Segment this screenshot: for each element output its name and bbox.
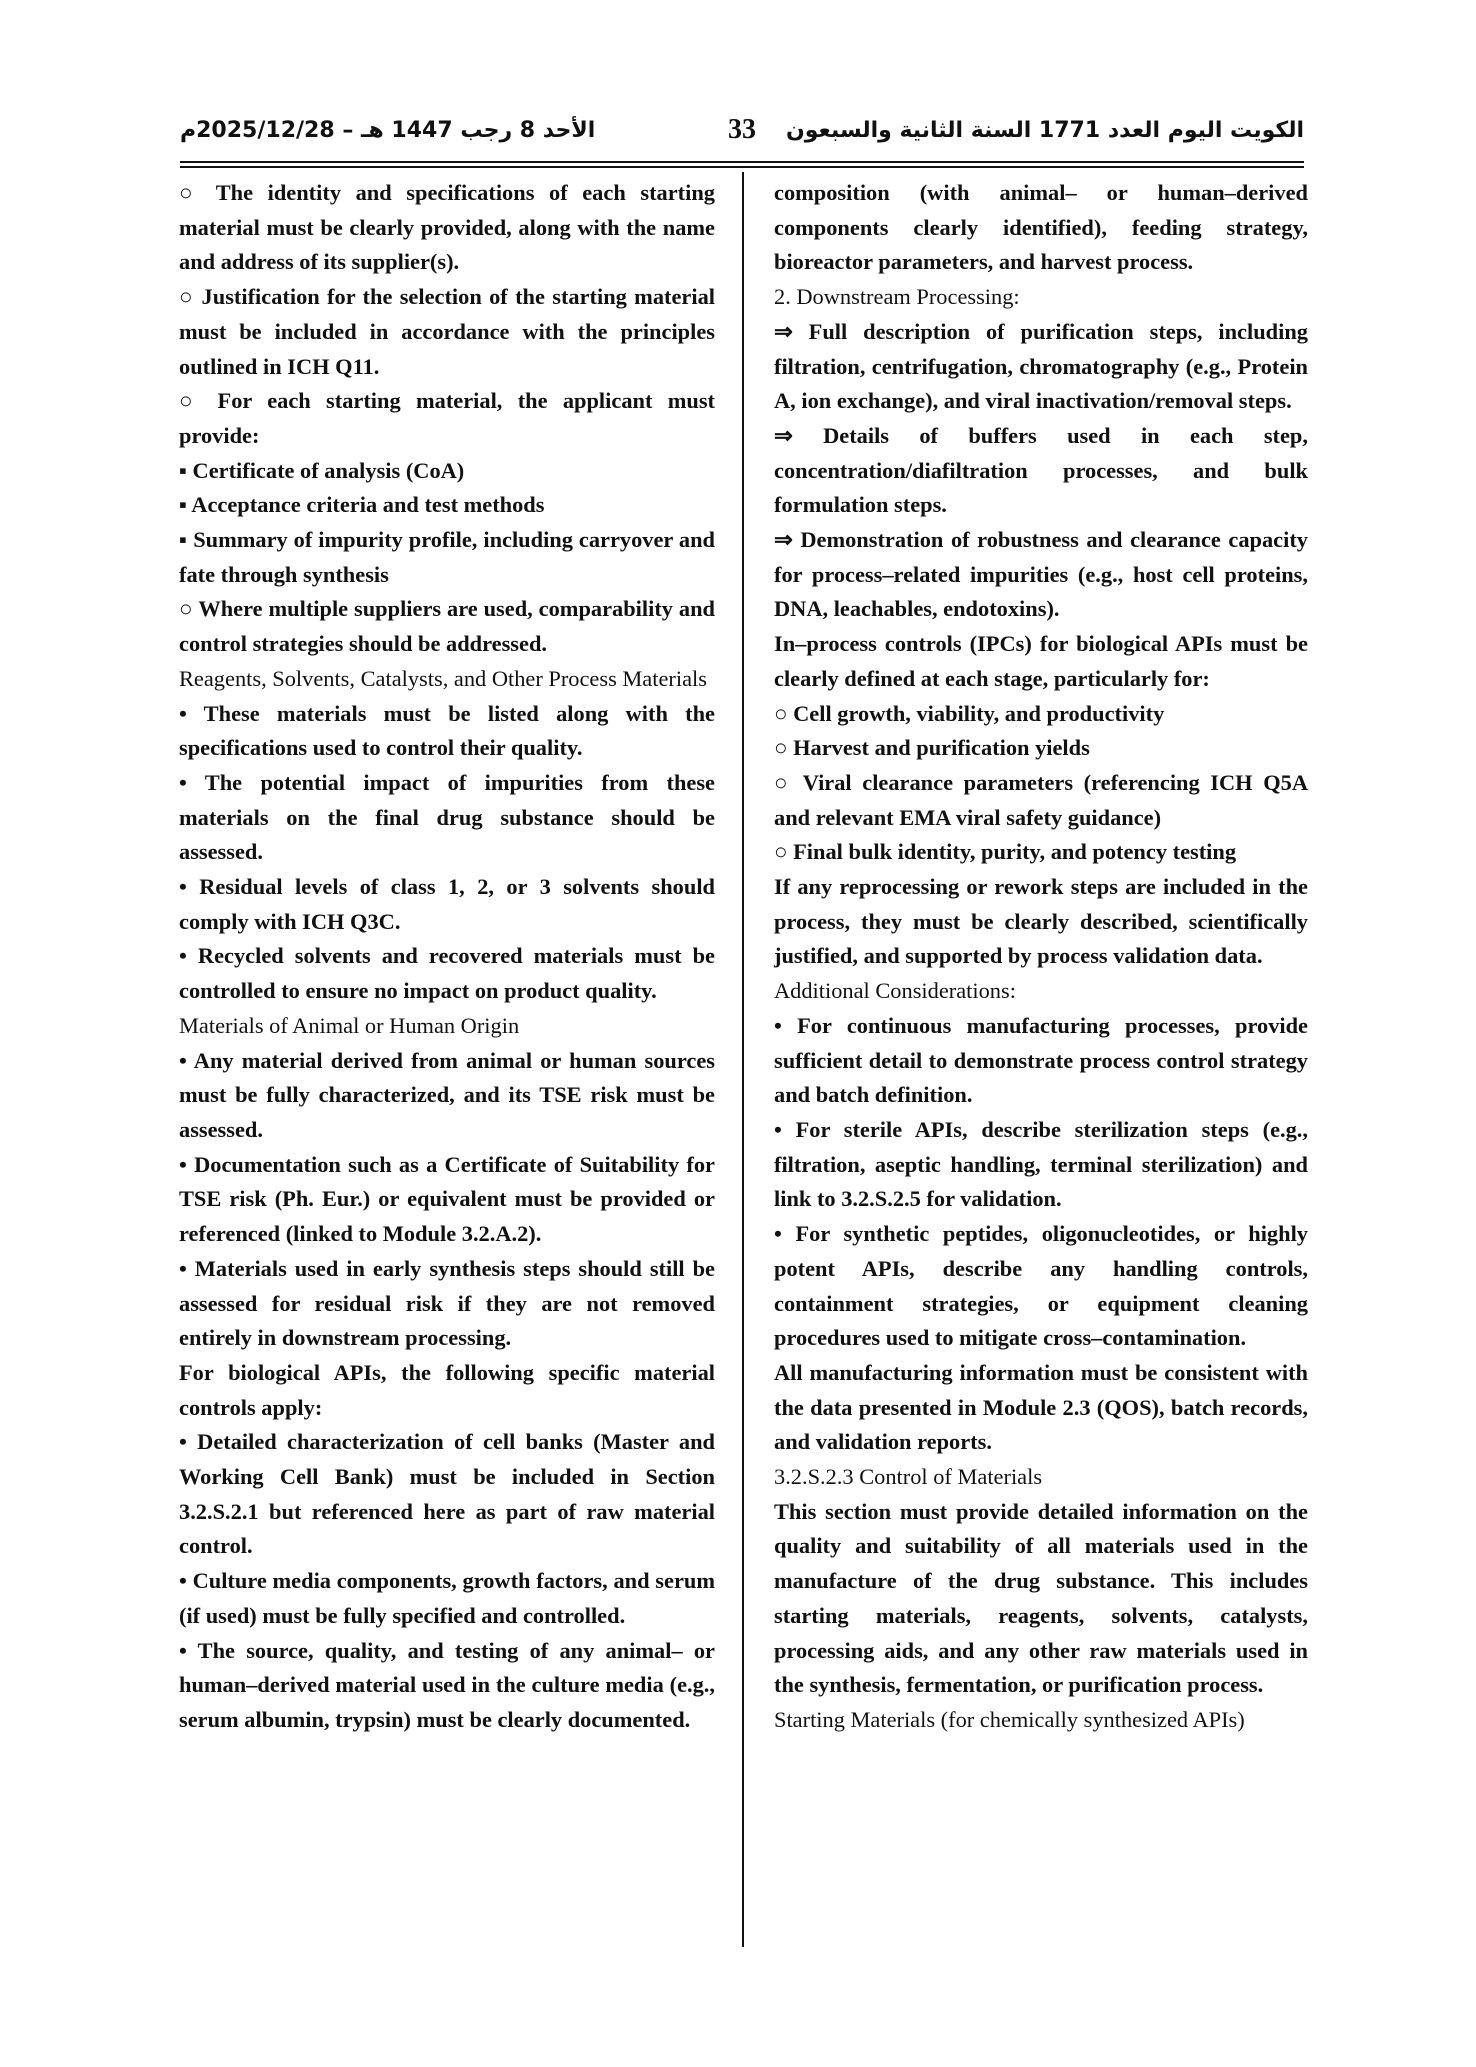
left-para-12: • Recycled solvents and recovered materials must be controlled to ensure no impact on product quality. <box>179 943 715 1004</box>
right-para-8: ○ Harvest and purification yields <box>774 735 1090 761</box>
left-heading-reagents: Reagents, Solvents, Catalysts, and Other Process Materials <box>179 665 707 691</box>
page-header <box>180 114 1304 158</box>
left-para-5: ▪ Acceptance criteria and test methods <box>179 492 545 518</box>
left-para-20: • The source, quality, and testing of any animal– or human–derived material used in the culture media (e.g., serum albumin, trypsin) must be clearly documented. <box>179 1637 715 1732</box>
left-para-15: • Documentation such as a Certificate of Suitability for TSE risk (Ph. Eur.) or equivalent must be provided or referenced (linked to Module 3.2.A.2). <box>179 1151 715 1247</box>
right-heading-control-materials: 3.2.S.2.3 Control of Materials <box>774 1464 1043 1490</box>
left-para-1: ○ The identity and specifications of each starting material must be clearly provided, along with the name and address of its supplier(s). <box>179 180 715 275</box>
column-divider <box>742 172 744 1947</box>
left-para-7: ○ Where multiple suppliers are used, comparability and control strategies should be addressed. <box>179 596 715 657</box>
right-para-6: In–process controls (IPCs) for biological APIs must be clearly defined at each stage, particularly for: <box>774 631 1308 691</box>
right-para-1: composition (with animal– or human–derived components clearly identified), feeding strategy, bioreactor parameters, and harvest process. <box>774 180 1308 275</box>
right-para-4: ⇒ Details of buffers used in each step, concentration/diafiltration processes, and bulk formulation steps. <box>774 422 1308 518</box>
left-para-6: ▪ Summary of impurity profile, including carryover and fate through synthesis <box>179 527 715 587</box>
left-para-9: • These materials must be listed along with the specifications used to control their quality. <box>179 700 715 761</box>
left-para-14: • Any material derived from animal or human sources must be fully characterized, and its TSE risk must be assessed. <box>179 1047 715 1142</box>
left-para-18: • Detailed characterization of cell banks (Master and Working Cell Bank) must be included in Section 3.2.S.2.1 but referenced here as part of raw material control. <box>179 1429 715 1559</box>
left-heading-animal-human: Materials of Animal or Human Origin <box>179 1012 520 1038</box>
header-rule-top <box>180 161 1304 163</box>
left-para-2: ○ Justification for the selection of the starting material must be included in accordance with the principles outlined in ICH Q11. <box>179 284 715 379</box>
right-para-3: ⇒ Full description of purification steps, including filtration, centrifugation, chromatography (e.g., Protein A, ion exchange), and viral inactivation/removal steps. <box>774 318 1308 414</box>
left-para-4: ▪ Certificate of analysis (CoA) <box>179 457 465 483</box>
left-para-11: • Residual levels of class 1, 2, or 3 solvents should comply with ICH Q3C. <box>179 874 715 934</box>
right-para-7: ○ Cell growth, viability, and productivity <box>774 700 1165 726</box>
left-para-3: ○ For each starting material, the applicant must provide: <box>179 388 715 448</box>
right-para-10: ○ Final bulk identity, purity, and potency testing <box>774 839 1237 865</box>
left-para-16: • Materials used in early synthesis steps should still be assessed for residual risk if they are not removed entirely in downstream processing. <box>179 1255 715 1351</box>
left-column <box>179 176 715 1738</box>
right-para-18: This section must provide detailed information on the quality and suitability of all materials used in the manufacture of the drug substance. This includes starting materials, reagents, solvents, catalysts, processing aids, and any other raw materials used in the synthesis, fermentation, or purification process. <box>774 1498 1308 1698</box>
right-column <box>774 176 1308 1738</box>
page-number: 33 <box>728 114 756 145</box>
left-para-17: For biological APIs, the following specific material controls apply: <box>179 1359 715 1420</box>
right-para-9: ○ Viral clearance parameters (referencing ICH Q5A and relevant EMA viral safety guidance) <box>774 769 1308 830</box>
header-date: الأحد 8 رجب 1447 هـ – 2025/12/28م <box>180 118 596 143</box>
right-para-14: • For sterile APIs, describe sterilization steps (e.g., filtration, aseptic handling, terminal sterilization) and link to 3.2.S.2.5 for validation. <box>774 1116 1308 1212</box>
right-para-11: If any reprocessing or rework steps are included in the process, they must be clearly described, scientifically justified, and supported by process validation data. <box>774 874 1308 969</box>
right-heading-starting-materials: Starting Materials (for chemically synthesized APIs) <box>774 1706 1245 1732</box>
left-para-10: • The potential impact of impurities from these materials on the final drug substance should be assessed. <box>179 769 715 865</box>
right-para-5: ⇒ Demonstration of robustness and clearance capacity for process–related impurities (e.g., host cell proteins, DNA, leachables, endotoxins). <box>774 527 1308 622</box>
right-para-15: • For synthetic peptides, oligonucleotides, or highly potent APIs, describe any handling controls, containment strategies, or equipment cleaning procedures used to mitigate cross–contamination. <box>774 1221 1308 1351</box>
right-heading-downstream: 2. Downstream Processing: <box>774 284 1020 310</box>
right-heading-additional: Additional Considerations: <box>774 978 1016 1004</box>
right-para-16: All manufacturing information must be consistent with the data presented in Module 2.3 (QOS), batch records, and validation reports. <box>774 1359 1308 1455</box>
left-para-19: • Culture media components, growth factors, and serum (if used) must be fully specified and controlled. <box>179 1568 715 1628</box>
right-para-13: • For continuous manufacturing processes, provide sufficient detail to demonstrate process control strategy and batch definition. <box>774 1012 1308 1108</box>
header-issue: الكويت اليوم العدد 1771 السنة الثانية والسبعون <box>785 118 1304 143</box>
header-rule-bottom <box>180 166 1304 168</box>
